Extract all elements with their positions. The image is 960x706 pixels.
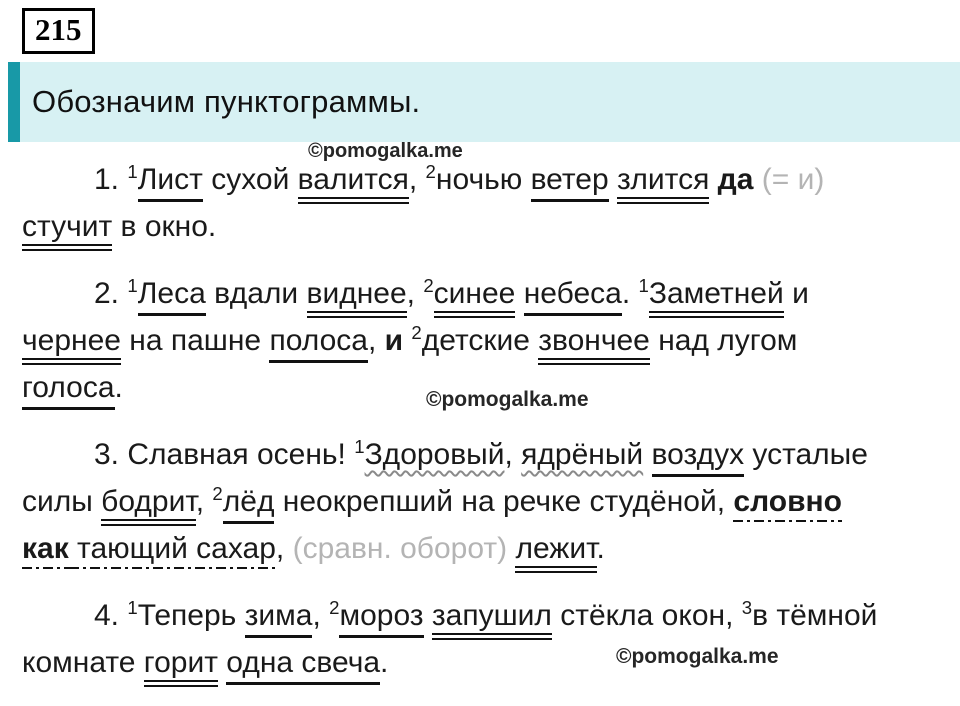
- word-single-underline: небеса: [524, 277, 622, 316]
- text-run: 4.: [94, 599, 128, 632]
- word-single-underline: мороз: [339, 599, 423, 638]
- word-dashdot-underline: тающий сахар: [69, 532, 276, 569]
- text-run: .: [621, 277, 639, 310]
- word-double-underline: виднее: [307, 277, 407, 318]
- text-run: стёкла окон,: [551, 599, 742, 632]
- word-single-underline: одна свеча: [226, 646, 380, 685]
- text-run: ,: [275, 532, 293, 565]
- word-double-underline: запушил: [432, 599, 552, 640]
- clause-number: 2: [423, 275, 434, 296]
- text-run: в тёмной: [752, 599, 878, 632]
- sentence-3: [22, 431, 942, 572]
- watermark-middle: ©pomogalka.me: [426, 388, 589, 411]
- word-single-underline: Леса: [138, 277, 206, 316]
- word-double-underline: злится: [617, 163, 709, 204]
- word-dashdot-underline: как: [22, 532, 69, 569]
- clause-number: 2: [329, 597, 340, 618]
- task-banner: [8, 62, 960, 142]
- text-run: сухой: [202, 163, 298, 196]
- word-single-underline: Лист: [138, 163, 203, 202]
- answer-text: [22, 156, 942, 706]
- text-run: 3. Славная осень!: [94, 438, 355, 471]
- text-run: [424, 599, 432, 632]
- text-run: силы: [22, 485, 102, 518]
- word-double-underline: Заметней: [649, 277, 784, 318]
- text-run: [643, 438, 651, 471]
- text-run: неокрепший на речке студёной,: [274, 485, 734, 518]
- word-dashdot-underline: словно: [733, 485, 842, 522]
- word-double-underline: бодрит: [101, 485, 196, 526]
- word-wavy-underline: ядрёный: [521, 438, 644, 471]
- clause-number: 1: [127, 161, 138, 182]
- sentence-2: [22, 270, 942, 411]
- text-run: ,: [195, 485, 213, 518]
- text-run: да: [717, 163, 754, 196]
- text-run: .: [380, 646, 389, 679]
- word-single-underline: лёд: [223, 485, 275, 524]
- clause-number: 1: [638, 275, 649, 296]
- text-run: в окно.: [112, 210, 217, 243]
- text-run: ,: [367, 324, 385, 357]
- text-run: ,: [312, 599, 330, 632]
- text-run: .: [596, 532, 605, 565]
- word-single-underline: зима: [245, 599, 313, 638]
- clause-number: 1: [354, 436, 365, 457]
- gray-note: (= и): [761, 163, 825, 196]
- text-run: ночью: [435, 163, 531, 196]
- text-run: над лугом: [649, 324, 798, 357]
- sentence-4: [22, 592, 942, 686]
- gray-note: (сравн. оборот): [292, 532, 508, 565]
- text-run: [609, 163, 617, 196]
- text-run: усталые: [744, 438, 868, 471]
- word-wavy-underline: Здоровый: [364, 438, 505, 471]
- word-single-underline: воздух: [652, 438, 745, 477]
- text-run: 2.: [94, 277, 128, 310]
- word-double-underline: горит: [144, 646, 218, 687]
- text-run: вдали: [205, 277, 307, 310]
- text-run: [515, 277, 523, 310]
- clause-number: 3: [741, 597, 753, 618]
- text-run: .: [114, 371, 123, 404]
- text-run: [753, 163, 761, 196]
- text-run: детские: [421, 324, 539, 357]
- clause-number: 1: [127, 275, 138, 296]
- word-double-underline: лежит: [515, 532, 596, 573]
- word-single-underline: полоса: [269, 324, 367, 363]
- text-run: 1.: [94, 163, 128, 196]
- word-single-underline: ветер: [531, 163, 609, 202]
- word-single-underline: голоса: [22, 371, 115, 410]
- word-double-underline: стучит: [22, 210, 112, 251]
- text-run: ,: [406, 277, 424, 310]
- word-double-underline: чернее: [22, 324, 121, 365]
- watermark-bottom: ©pomogalka.me: [616, 645, 779, 668]
- clause-number: 2: [425, 161, 436, 182]
- exercise-number: 215: [35, 12, 82, 47]
- clause-number: 2: [212, 483, 223, 504]
- text-run: комнате: [22, 646, 144, 679]
- word-double-underline: валится: [298, 163, 409, 204]
- exercise-number-box: [22, 8, 95, 54]
- clause-number: 1: [127, 597, 138, 618]
- sentence-1: [22, 156, 942, 250]
- text-run: Теперь: [137, 599, 245, 632]
- text-run: на пашне: [120, 324, 270, 357]
- word-double-underline: звончее: [538, 324, 650, 365]
- text-run: и: [384, 324, 404, 357]
- text-run: [709, 163, 717, 196]
- text-run: ,: [504, 438, 522, 471]
- task-banner-title: Обозначим пунктограммы.: [32, 84, 421, 119]
- text-run: и: [783, 277, 809, 310]
- text-run: ,: [408, 163, 426, 196]
- watermark-top: ©pomogalka.me: [308, 140, 463, 162]
- clause-number: 2: [411, 322, 422, 343]
- word-double-underline: синее: [434, 277, 516, 318]
